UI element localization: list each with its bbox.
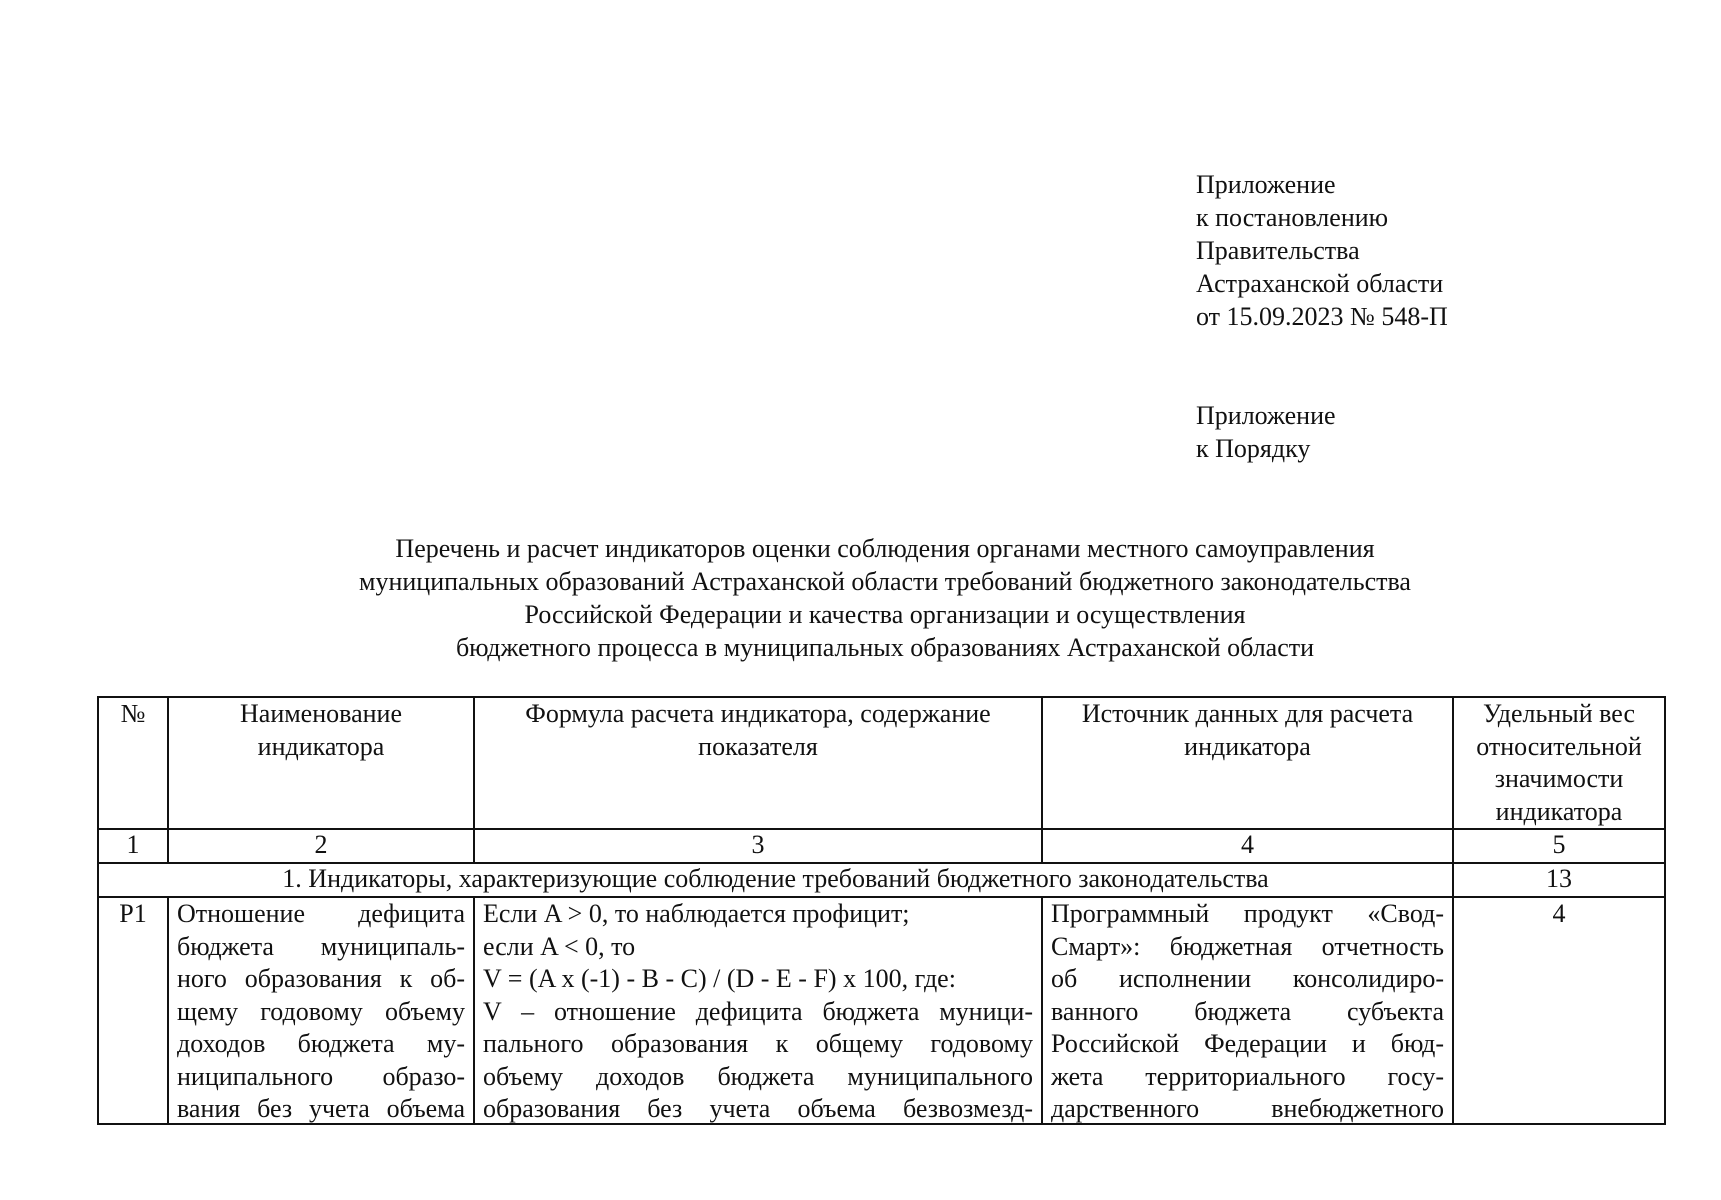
table-header-row [98,697,1665,829]
source-line: Смарт»: бюджетная отчетность [1051,931,1444,961]
source-line: дарственного внебюджетного [1051,1094,1444,1123]
indicator-number: Р1 [98,897,168,1124]
indicator-name-line: доходов бюджета му- [177,1029,465,1058]
column-number: 3 [474,829,1042,863]
indicator-data-source [1042,897,1453,1124]
indicator-name-line: бюджета муниципаль- [177,931,465,961]
appendix-line: Приложение [1196,401,1336,430]
appendix-line: от 15.09.2023 № 548-П [1196,302,1448,331]
indicator-name-line: щему годовому объему [177,996,465,1026]
formula-line: V – отношение дефицита бюджета муници- [483,996,1033,1026]
title-line: муниципальных образований Астраханской области требований бюджетного законодательства [359,567,1411,596]
title-line: бюджетного процесса в муниципальных образованиях Астраханской области [455,633,1315,662]
table-row [98,897,1665,1124]
formula-line: если A < 0, то [483,931,636,961]
source-line: Программный продукт «Свод- [1051,899,1444,928]
document-title [200,532,1570,664]
source-line: ванного бюджета субъекта [1051,996,1444,1026]
formula-line: образования без учета объема безвозмезд- [483,1094,1033,1123]
column-number: 1 [98,829,168,863]
indicator-name-line: ного образования к об- [177,964,465,993]
title-line: Российской Федерации и качества организации и осуществления [524,600,1246,629]
appendix-government-decree [1196,168,1448,333]
indicators-table [97,696,1666,1125]
indicator-name-line: вания без учета объема [177,1094,465,1123]
appendix-line: к Порядку [1196,434,1311,463]
indicator-formula [474,897,1042,1124]
formula-line: объему доходов бюджета муниципального [483,1061,1033,1091]
formula-line: Если A > 0, то наблюдается профицит; [483,899,910,928]
column-numbers-row [98,829,1665,863]
section-row [98,863,1665,897]
header-indicator-name: Наименование индикатора [168,697,474,829]
appendix-line: к постановлению [1196,203,1389,232]
formula-line: пального образования к общему годовому [483,1029,1033,1058]
appendix-line: Правительства [1196,236,1360,265]
indicator-name-line: ниципального образо- [177,1061,465,1091]
indicator-weight: 4 [1453,897,1665,1124]
appendix-procedure [1196,399,1336,465]
section-weight: 13 [1453,863,1665,897]
appendix-line: Астраханской области [1196,269,1444,298]
column-number: 2 [168,829,474,863]
section-label: 1. Индикаторы, характеризующие соблюдение требований бюджетного законодательства [98,863,1453,897]
header-number: № [98,697,168,829]
source-line: об исполнении консолидиро- [1051,964,1444,993]
formula-line: V = (A x (-1) - B - C) / (D - E - F) x 100, где: [483,964,956,993]
header-data-source: Источник данных для расчета индикатора [1042,697,1453,829]
column-number: 5 [1453,829,1665,863]
indicator-name [168,897,474,1124]
appendix-line: Приложение [1196,170,1336,199]
header-formula: Формула расчета индикатора, содержание показателя [474,697,1042,829]
source-line: жета территориального госу- [1051,1061,1444,1091]
column-number: 4 [1042,829,1453,863]
indicator-name-line: Отношение дефицита [177,899,465,928]
title-line: Перечень и расчет индикаторов оценки соблюдения органами местного самоуправления [395,534,1375,563]
header-weight: Удельный вес относительной значимости индикатора [1453,697,1665,829]
source-line: Российской Федерации и бюд- [1051,1029,1444,1058]
